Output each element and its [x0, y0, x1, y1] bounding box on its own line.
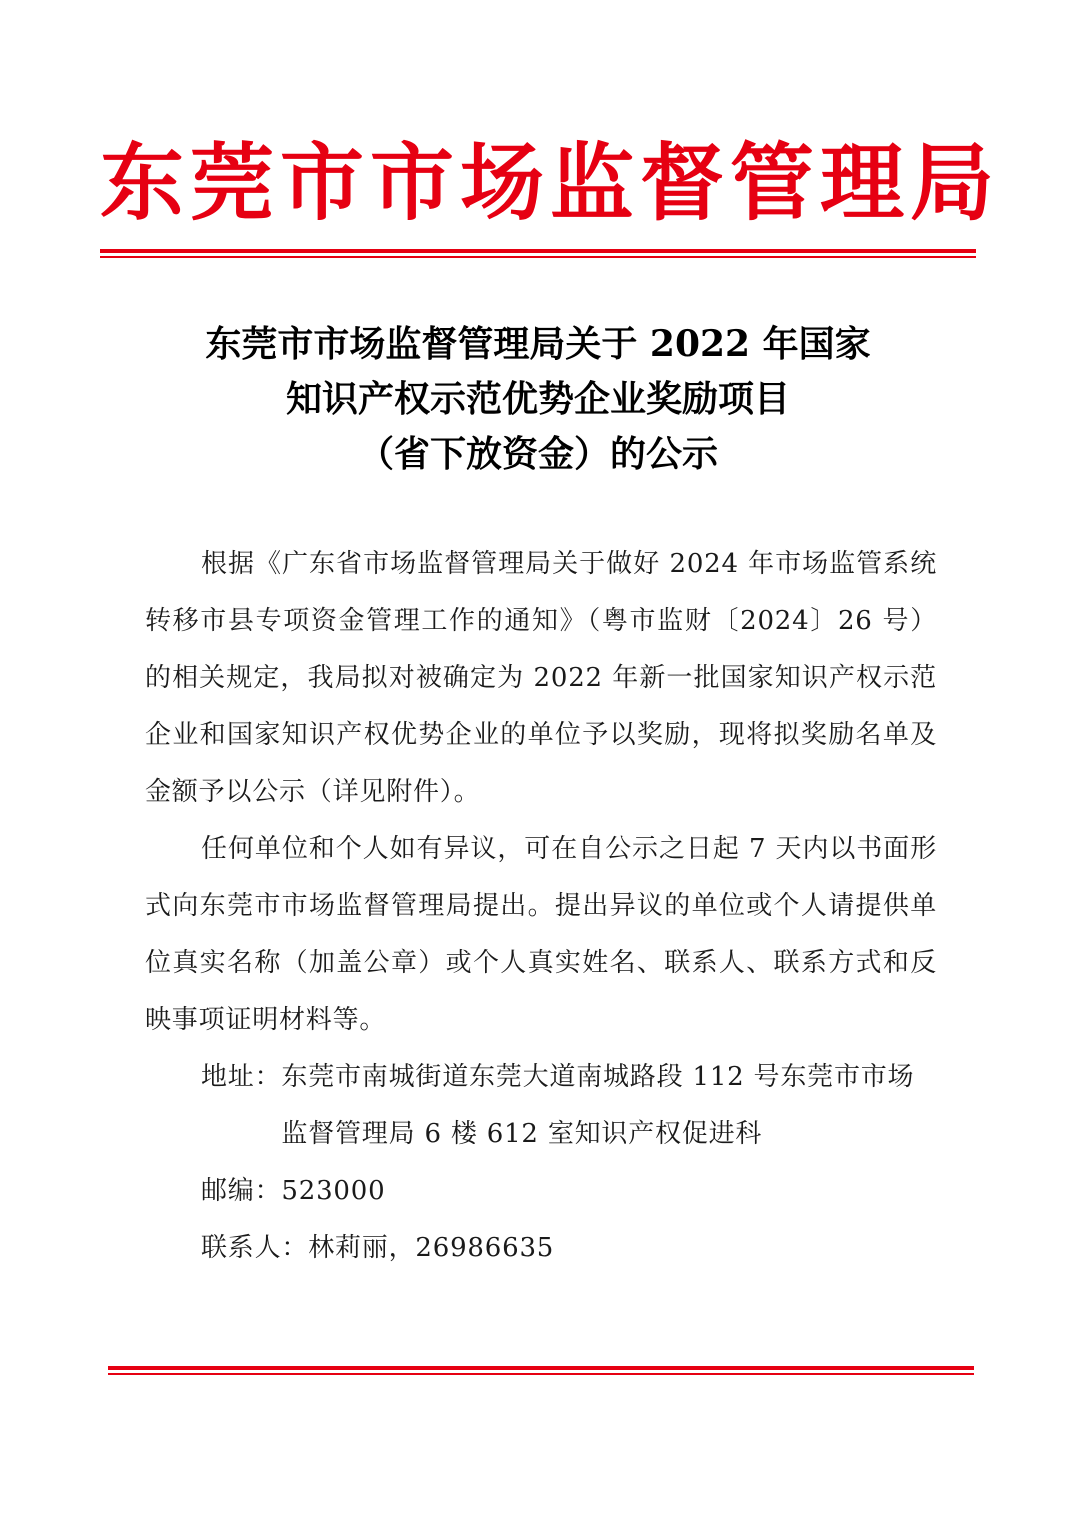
body-paragraph-2: 任何单位和个人如有异议，可在自公示之日起 7 天内以书面形式向东莞市市场监督管理局提出。提出异议的单位或个人请提供单位真实名称（加盖公章）或个人真实姓名、联系人、联系方式和反映事项证明材料等。 [145, 834, 937, 1035]
postcode-label: 邮编： [201, 1176, 282, 1206]
document-body [145, 536, 937, 1277]
document-title [100, 317, 976, 482]
address-label: 地址： [201, 1062, 282, 1092]
title-line-1: 东莞市市场监督管理局关于 2022 年国家 [205, 323, 871, 365]
address-value: 东莞市南城街道东莞大道南城路段 112 号东莞市市场监督管理局 6 楼 612 室知识产权促进科 [281, 1062, 915, 1149]
contact-label: 联系人： [201, 1233, 309, 1263]
title-line-2: 知识产权示范优势企业奖励项目 [285, 378, 790, 420]
postcode-value: 523000 [281, 1176, 386, 1206]
letterhead-divider [100, 249, 976, 260]
title-line-3: （省下放资金）的公示 [357, 433, 718, 475]
footer-thin-line [108, 1373, 974, 1375]
address-row [145, 1049, 937, 1163]
body-paragraph-1: 根据《广东省市场监督管理局关于做好 2024 年市场监管系统转移市县专项资金管理工作的通知》（粤市监财〔2024〕26 号）的相关规定，我局拟对被确定为 2022 年新一批国家知识产权示范企业和国家知识产权优势企业的单位予以奖励，现将拟奖励名单及金额予以公示（详见附件）。 [145, 549, 937, 807]
postcode-row [145, 1163, 937, 1220]
contact-person-row [145, 1220, 937, 1277]
divider-thin-line [100, 256, 976, 258]
letterhead-org-name: 东莞市市场监督管理局 [100, 133, 1001, 232]
contact-value: 林莉丽，26986635 [308, 1233, 555, 1263]
footer-divider [108, 1366, 974, 1375]
